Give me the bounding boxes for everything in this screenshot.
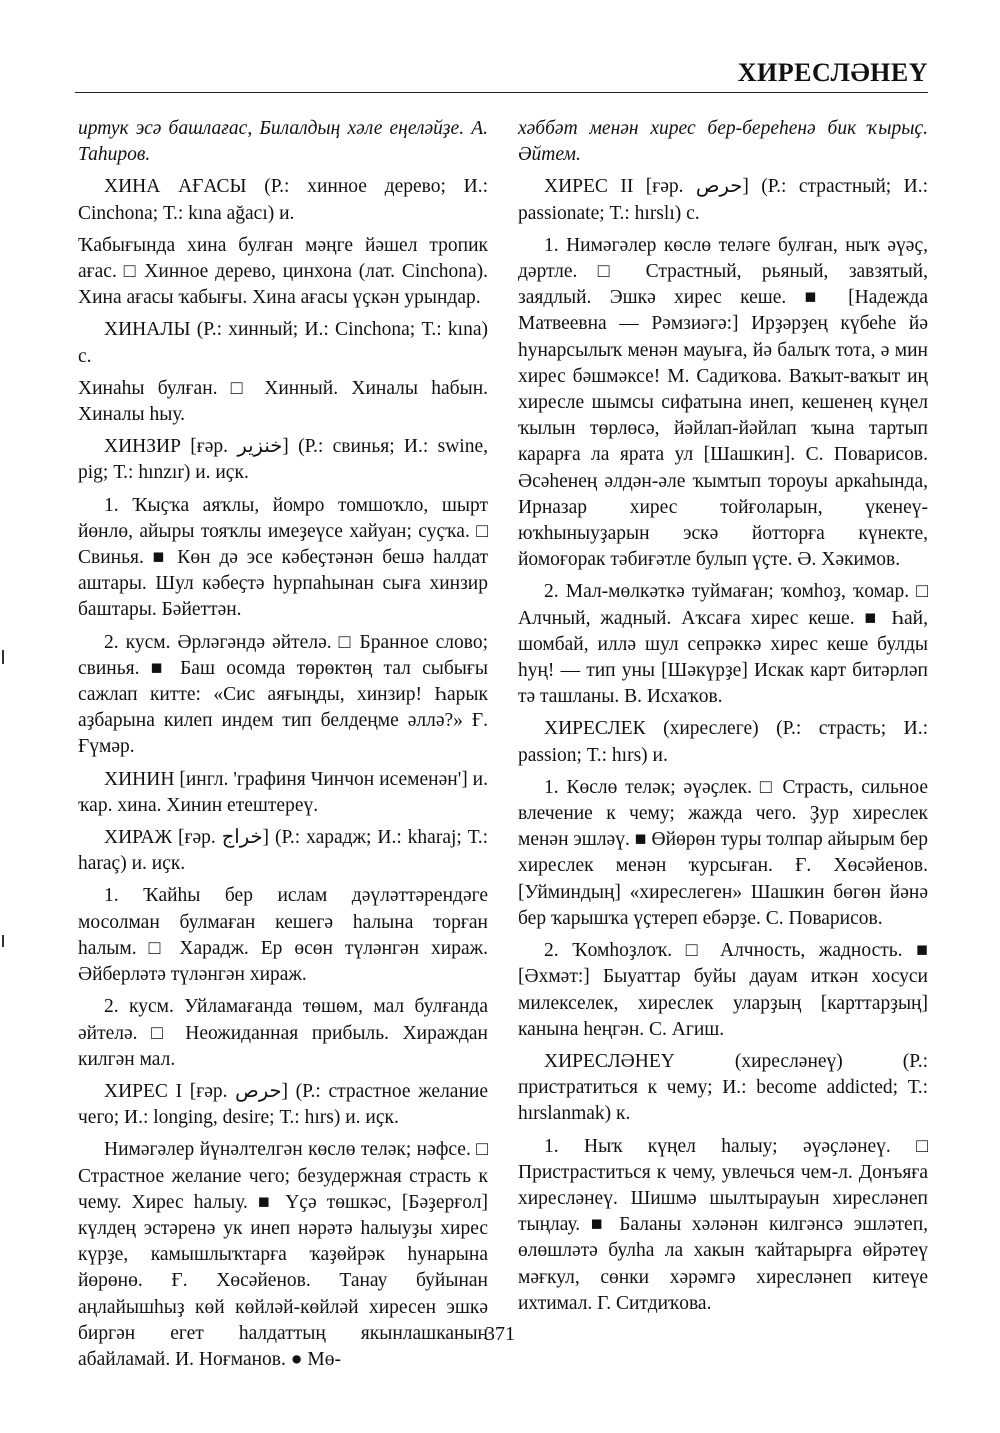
entry-paragraph: ХИРЕС I [ғәр. حرص] (Р.: страстное желание чего; И.: longing, desire; Т.: hırs) и. иҫк.: [78, 1080, 488, 1129]
entry-paragraph: 2. кусм. Әрләгәндә әйтелә. □ Бранное слово; свинья. ■ Баш осомда төрөктөң тал сыбығы сажлап китте: «Сис аяғыңды, хинзир! Һарык аҙбарына килеп индем тип белдеңме әллә?» Ғ. Ғүмәр.: [78, 631, 488, 758]
entry-paragraph: ХИНЗИР [ғәр. خنزير] (Р.: свинья; И.: swine, pig; Т.: hınzır) и. иҫк.: [78, 436, 489, 484]
margin-mark: [2, 650, 4, 664]
entry-paragraph: ХИРЕС II [ғәр. حرص] (Р.: страстный; И.: passionate; Т.: hırslı) с.: [518, 176, 928, 224]
entry-paragraph: ХИНИН [ингл. 'графиня Чинчон исеменән'] и. ҡар. хина. Хинин етештереү.: [78, 768, 488, 816]
entry-paragraph: ХИРЕСЛЕК (хиреслеге) (Р.: страсть; И.: passion; Т.: hırs) и.: [518, 718, 928, 766]
entry-paragraph: Хинаһы булған. □ Хинный. Хиналы һабын. Хиналы һыу.: [78, 377, 488, 426]
entry-paragraph: 1. Көслө теләк; әүәҫлек. □ Страсть, сильное влечение к чему; жажда чего. Ҙур хиреслек менән эшләү. ■ Өйөрөн туры толпар айырым бер хиреслек менән ҡурсыған. Ғ. Хөсәйенов. [Уйминдың] «хиреслеген» Шашкин бөгөн йәнә бер ҡарышҡа үҫтереп ебәрҙе. С. Поварисов.: [518, 776, 928, 929]
right-column: [518, 116, 928, 1323]
entry-paragraph: Ҡабығында хина булған мәңге йәшел тропик ағас. □ Хинное дерево, цинхона (лат. Cinchona). Хина ағасы ҡабығы. Хина ағасы үҫкән урындар.: [78, 234, 488, 309]
entry-paragraph: Нимәгәлер йүнәлтелгән көслө теләк; нәфсе. □ Страстное желание чего; безудержная страсть к чему. Хирес һалыу. ■ Үҫә төшкәс, [Бәҙерғол] күлдең эстәренә ук инеп нәрәтә һалыуҙы хирес күрҙе, камышлыҡтарға ҡаҙөйрәк һунарына йөрөнө. Ғ. Хөсәйенов. Танау буйынан аңлайышһыҙ көй көйләй-көйләй хиресен эшкә биргән егет һалдаттың якынлашканын абайламай. И. Ноғманов. ● Мө-: [78, 1139, 488, 1370]
margin-mark: [2, 935, 4, 947]
entry-paragraph: 2. Мал-мөлкәткә туймаған; ҡомһоҙ, ҡомар. □ Алчный, жадный. Аҡсаға хирес кеше. ■ Һай, шомбай, иллә шул сепрәккә хирес кеше булды һуң! — тип уны [Шәкүрҙе] Искак карт битәрләп тә ташланы. В. Исхаҡов.: [518, 581, 928, 708]
entry-paragraph: ХИРАЖ [ғәр. خراج] (Р.: харадж; И.: kharaj; Т.: haraç) и. иҫк.: [78, 827, 488, 875]
entry-paragraph: 1. Ҡайһы бер ислам дәүләттәрендәге мосолман булмаған кешегә һалына торған һалым. □ Харадж. Ер өсөн түләнгән хираж. Әйберләтә түләнгән хираж.: [78, 885, 488, 986]
entry-paragraph: 1. Нимәгәлер көслө теләге булған, ныҡ әүәҫ, дәртле. □ Страстный, рьяный, завзятый, заядлый. Эшкә хирес кеше. ■ [Надежда Матвеевна — Рәмзиәгә:] Ирҙәрҙең күбеһе йә һунарсылыҡ менән мауыға, йә балыҡ тота, ә мин хирес бәшмәксе! М. Садиҡова. Ваҡыт-ваҡыт иң хиресле шымсы сифатына инеп, кешенең күңел ҡылын төрлөсә, йәйлап-йәйлап ҡына тартып карарға ла ярата ул [Шашкин]. С. Поварисов. Әсәһенең әлдән-әле ҡымтып тороуы аркаһында, Ирназар хирес тойғоларын, үкенеү-юҡһыныуҙарын эскә йотторға күнекте, йомоғорак тәбиғәтле булып үҫте. Ә. Хәкимов.: [518, 234, 928, 571]
entry-paragraph: 2. кусм. Уйламағанда төшөм, мал булғанда әйтелә. □ Неожиданная прибыль. Хираждан килгән мал.: [78, 996, 488, 1070]
entry-paragraph: ХИНА АҒАСЫ (Р.: хинное дерево; И.: Cinchona; Т.: kına ağacı) и.: [78, 176, 488, 224]
entry-paragraph: 1. Ныҡ күңел һалыу; әүәҫләнеү. □ Пристраститься к чему, увлечься чем-л. Донъяға хиресләнеү. Шишмә шылтырауын хиресләнеп тыңлау. ■ Баланы хәләнән килгәнсә эшләтеп, өлөшләтә булһа ла хакын ҡайтарырға өйрәтеү мәғкул, сөнки хәрәмгә хиресләнеп китеүе ихтимал. Г. Ситдиҡова.: [518, 1135, 928, 1314]
entry-paragraph: хәббәт менән хирес бер-береһенә бик ҡырыҫ. Әйтем.: [518, 118, 928, 166]
entry-paragraph: 1. Ҡыҫҡа аяҡлы, йомро томшоҡло, шырт йөнлө, айыры тояҡлы имеҙеүсе хайуан; суҫҡа. □ Свинья. ■ Көн дә эсе кәбеҫтәнән бешә һалдат аштары. Шул кәбеҫтә һурпаһынан сыға хинзир баштары. Бәйеттән.: [78, 494, 488, 621]
entry-paragraph: 2. Ҡомһоҙлоҡ. □ Алчность, жадность. ■ [Әхмәт:] Быуаттар буйы дауам иткән хосуси милекселек, хиреслек уларҙың [карттарҙың] канына һеңгән. С. Агиш.: [518, 940, 928, 1040]
entry-paragraph: ХИНАЛЫ (Р.: хинный; И.: Cinchona; Т.: kına) с.: [78, 319, 488, 367]
left-column: [78, 116, 488, 1379]
entry-paragraph: ХИРЕСЛӘНЕҮ (хиресләнеү) (Р.: пристратиться к чему; И.: become addicted; Т.: hırslanmak) к.: [518, 1050, 928, 1125]
page-number: 371: [485, 1323, 515, 1345]
header-rule: [75, 92, 928, 93]
running-head: ХИРЕСЛӘНЕҮ: [737, 58, 928, 87]
entry-paragraph: иртук эсә башлағас, Билалдың хәле еңеләйҙе. А. Таһиров.: [78, 118, 488, 166]
